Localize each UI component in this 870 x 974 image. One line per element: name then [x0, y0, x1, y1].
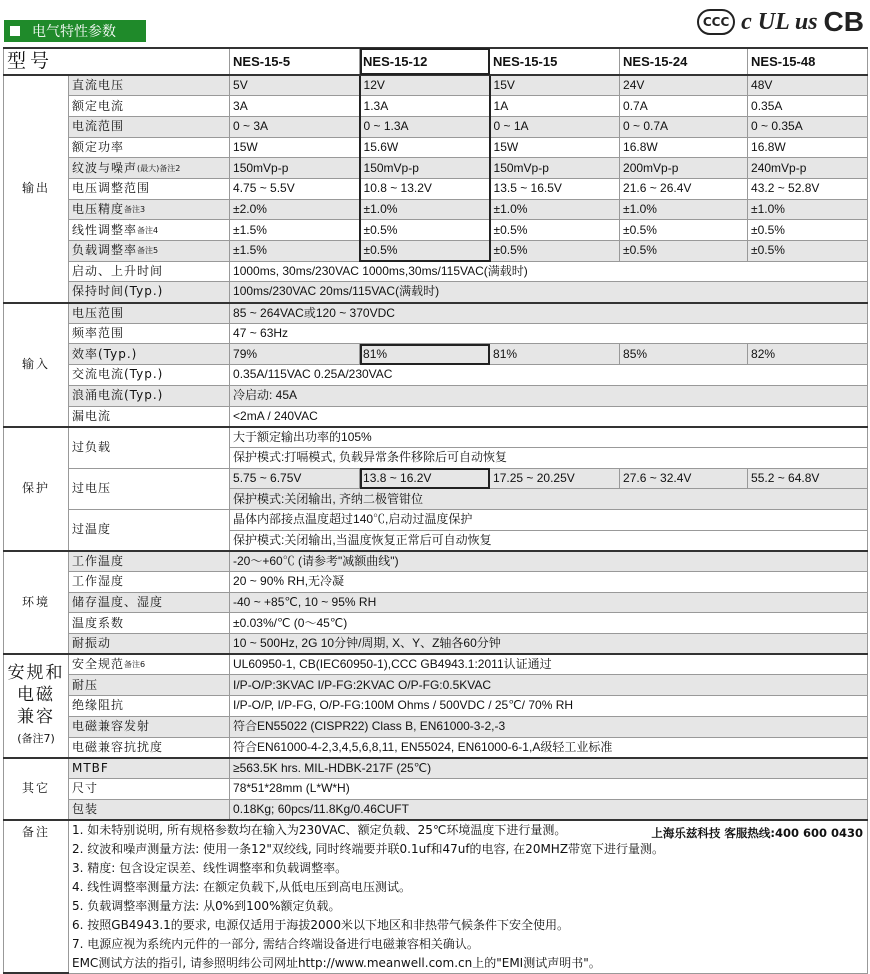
spec-row — [4, 137, 868, 158]
param-label — [69, 158, 230, 179]
spec-row — [4, 303, 868, 324]
spec-row — [4, 96, 868, 117]
spec-value: 85% — [620, 344, 748, 365]
spec-value: 150mVp-p — [360, 158, 490, 179]
spec-value: 27.6 ~ 32.4V — [620, 468, 748, 489]
spec-value: ±0.5% — [360, 220, 490, 241]
spec-value: -20～+60℃ (请参考"减额曲线") — [230, 551, 868, 572]
spec-value: 符合EN55022 (CISPR22) Class B, EN61000-3-2,-3 — [230, 716, 868, 737]
spec-row — [4, 199, 868, 220]
spec-row — [4, 737, 868, 758]
spec-value: 0.35A/115VAC 0.25A/230VAC — [230, 365, 868, 386]
param-label-text: 耐振动 — [72, 636, 112, 651]
spec-value: <2mA / 240VAC — [230, 406, 868, 427]
model-name: NES-15-5 — [230, 48, 360, 75]
param-label-text: 保持时间(Typ.) — [72, 284, 164, 299]
model-label: 型号 — [4, 48, 230, 75]
category-protection: 保护 — [4, 427, 69, 551]
spec-value: 47 ~ 63Hz — [230, 323, 868, 344]
spec-value: 81% — [360, 344, 490, 365]
spec-value: 48V — [748, 75, 868, 96]
param-label-text: 尺寸 — [72, 781, 99, 796]
spec-value: 0.18Kg; 60pcs/11.8Kg/0.46CUFT — [230, 799, 868, 820]
note-line: 2. 纹波和噪声测量方法: 使用一条12"双绞线, 同时终端要并联0.1uf和47uf的电容, 在20MHZ带宽下进行量测。 — [72, 841, 665, 856]
spec-row — [4, 406, 868, 427]
notes-row — [4, 820, 868, 974]
category-other: 其它 — [4, 758, 69, 820]
param-label-text: 工作湿度 — [72, 574, 125, 589]
spec-value: ≥563.5K hrs. MIL-HDBK-217F (25℃) — [230, 758, 868, 779]
param-label-text: 效率(Typ.) — [72, 346, 138, 361]
param-label — [69, 778, 230, 799]
param-label-text: 储存温度、湿度 — [72, 595, 164, 610]
spec-row — [4, 572, 868, 593]
spec-value: 43.2 ~ 52.8V — [748, 178, 868, 199]
param-note: 备注4 — [137, 225, 159, 235]
param-label: 过负载 — [69, 427, 230, 468]
param-label-text: 纹波与噪声 — [72, 160, 138, 175]
spec-value: 240mVp-p — [748, 158, 868, 179]
param-label — [69, 282, 230, 303]
spec-value: ±0.5% — [360, 241, 490, 262]
spec-row — [4, 799, 868, 820]
param-label-text: 线性调整率 — [72, 222, 138, 237]
spec-row — [4, 344, 868, 365]
param-note: 备注3 — [124, 204, 146, 214]
spec-value: ±0.5% — [620, 241, 748, 262]
param-label — [69, 696, 230, 717]
category-input: 输入 — [4, 303, 69, 427]
param-label-text: 电压精度 — [72, 201, 125, 216]
spec-value: 0 ~ 3A — [230, 116, 360, 137]
param-label — [69, 199, 230, 220]
spec-row — [4, 758, 868, 779]
spec-value: 100ms/230VAC 20ms/115VAC(满载时) — [230, 282, 868, 303]
spec-value: 81% — [490, 344, 620, 365]
param-label — [69, 220, 230, 241]
param-label — [69, 137, 230, 158]
spec-value: 20 ~ 90% RH,无冷凝 — [230, 572, 868, 593]
spec-value: 85 ~ 264VAC或120 ~ 370VDC — [230, 303, 868, 324]
spec-value: 冷启动: 45A — [230, 385, 868, 406]
spec-value: 200mVp-p — [620, 158, 748, 179]
param-label-text: 安全规范 — [72, 657, 125, 672]
model-name: NES-15-24 — [620, 48, 748, 75]
spec-value: ±1.0% — [620, 199, 748, 220]
category-safety-note: (备注7) — [17, 731, 55, 745]
spec-row — [4, 385, 868, 406]
spec-value: 16.8W — [748, 137, 868, 158]
param-label-text: 绝缘阻抗 — [72, 698, 125, 713]
spec-value: 10.8 ~ 13.2V — [360, 178, 490, 199]
param-label-text: 交流电流(Typ.) — [72, 367, 164, 382]
param-label-text: 电磁兼容抗扰度 — [72, 739, 164, 754]
param-label — [69, 737, 230, 758]
notes-content — [69, 820, 868, 974]
spec-value: 大于额定输出功率的105% — [230, 427, 868, 448]
param-label — [69, 592, 230, 613]
spec-value: 保护模式:关闭输出,当温度恢复正常后可自动恢复 — [230, 530, 868, 551]
spec-row — [4, 282, 868, 303]
category-safety-line: 安规和 — [7, 662, 65, 683]
param-label — [69, 75, 230, 96]
spec-row — [4, 75, 868, 96]
param-label-text: 频率范围 — [72, 326, 125, 341]
param-label — [69, 613, 230, 634]
category-output: 输出 — [4, 75, 69, 303]
spec-value: 1000ms, 30ms/230VAC 1000ms,30ms/115VAC(满载时) — [230, 261, 868, 282]
spec-row — [4, 509, 868, 530]
note-line: 7. 电源应视为系统内元件的一部分, 需结合终端设备进行电磁兼容相关确认。 — [72, 936, 479, 951]
param-label: 过温度 — [69, 509, 230, 550]
param-label — [69, 344, 230, 365]
spec-value: 150mVp-p — [230, 158, 360, 179]
param-label-text: 负载调整率 — [72, 243, 138, 258]
spec-value: I/P-O/P:3KVAC I/P-FG:2KVAC O/P-FG:0.5KVAC — [230, 675, 868, 696]
param-label-text: 启动、上升时间 — [72, 264, 164, 279]
param-label-text: 直流电压 — [72, 78, 125, 93]
param-label — [69, 178, 230, 199]
category-safety-line: 电磁 — [17, 684, 55, 705]
param-label — [69, 365, 230, 386]
param-label — [69, 96, 230, 117]
certification-logos — [697, 6, 864, 38]
model-name: NES-15-15 — [490, 48, 620, 75]
spec-value: 78*51*28mm (L*W*H) — [230, 778, 868, 799]
spec-value: ±1.0% — [490, 199, 620, 220]
spec-value: 1.3A — [360, 96, 490, 117]
spec-value: ±0.5% — [490, 220, 620, 241]
param-label — [69, 303, 230, 324]
section-title-bar — [4, 20, 146, 42]
section-title: 电气特性参数 — [32, 24, 116, 40]
note-line: EMC测试方法的指引, 请参照明纬公司网址http://www.meanwell.com.cn上的"EMI测试声明书"。 — [72, 955, 601, 970]
note-line: 5. 负载调整率测量方法: 从0%到100%额定负载。 — [72, 898, 341, 913]
spec-value: UL60950-1, CB(IEC60950-1),CCC GB4943.1:2011认证通过 — [230, 654, 868, 675]
param-label — [69, 758, 230, 779]
param-label-text: 电磁兼容发射 — [72, 719, 151, 734]
spec-value: 12V — [360, 75, 490, 96]
param-label — [69, 406, 230, 427]
note-line: 4. 线性调整率测量方法: 在额定负载下,从低电压到高电压测试。 — [72, 879, 411, 894]
spec-row — [4, 675, 868, 696]
spec-row — [4, 778, 868, 799]
spec-value: 0 ~ 1.3A — [360, 116, 490, 137]
param-label — [69, 634, 230, 655]
model-name: NES-15-12 — [360, 48, 490, 75]
param-label — [69, 572, 230, 593]
spec-value: ±0.5% — [748, 220, 868, 241]
param-label-text: 包装 — [72, 801, 99, 816]
spec-value: ±0.5% — [748, 241, 868, 262]
spec-value: 15W — [490, 137, 620, 158]
param-label — [69, 654, 230, 675]
param-label-text: 额定功率 — [72, 139, 125, 154]
param-label — [69, 551, 230, 572]
spec-row — [4, 468, 868, 489]
param-label-text: 电压调整范围 — [72, 181, 151, 196]
square-icon — [10, 26, 20, 36]
spec-value: 13.8 ~ 16.2V — [360, 468, 490, 489]
spec-value: 10 ~ 500Hz, 2G 10分钟/周期, X、Y、Z轴各60分钟 — [230, 634, 868, 655]
spec-table — [3, 47, 868, 974]
model-row — [4, 48, 868, 75]
category-safety-emc — [4, 654, 69, 757]
note-line: 3. 精度: 包含设定误差、线性调整率和负载调整率。 — [72, 860, 348, 875]
spec-value: 3A — [230, 96, 360, 117]
spec-value: 1A — [490, 96, 620, 117]
spec-value: ±0.03%/℃ (0～45℃) — [230, 613, 868, 634]
spec-row — [4, 634, 868, 655]
category-notes: 备注 — [4, 820, 69, 974]
param-label — [69, 323, 230, 344]
spec-value: 15.6W — [360, 137, 490, 158]
spec-value: 0.7A — [620, 96, 748, 117]
spec-value: 79% — [230, 344, 360, 365]
param-label — [69, 799, 230, 820]
spec-value: 82% — [748, 344, 868, 365]
spec-value: 0 ~ 1A — [490, 116, 620, 137]
ul-logo-icon: c UL us — [741, 8, 818, 35]
spec-value: ±1.0% — [748, 199, 868, 220]
spec-value: 保护模式:关闭输出, 齐纳二极管钳位 — [230, 489, 868, 510]
spec-value: 15W — [230, 137, 360, 158]
note-line: 1. 如未特别说明, 所有规格参数均在输入为230VAC、额定负载、25℃环境温度下进行量测。 — [72, 822, 567, 837]
category-safety-line: 兼容 — [17, 706, 55, 727]
spec-value: 5.75 ~ 6.75V — [230, 468, 360, 489]
spec-row — [4, 365, 868, 386]
spec-row — [4, 696, 868, 717]
spec-value: -40 ~ +85℃, 10 ~ 95% RH — [230, 592, 868, 613]
param-label-text: 工作温度 — [72, 553, 125, 568]
spec-value: 17.25 ~ 20.25V — [490, 468, 620, 489]
cb-logo-icon: CB — [823, 6, 864, 37]
param-label-text: 漏电流 — [72, 408, 112, 423]
spec-row — [4, 716, 868, 737]
spec-value: ±1.5% — [230, 220, 360, 241]
spec-value: 55.2 ~ 64.8V — [748, 468, 868, 489]
param-note: 备注6 — [124, 660, 146, 670]
spec-value: 150mVp-p — [490, 158, 620, 179]
param-label-text: 耐压 — [72, 677, 99, 692]
spec-row — [4, 178, 868, 199]
param-label — [69, 261, 230, 282]
spec-row — [4, 613, 868, 634]
spec-row — [4, 116, 868, 137]
spec-row — [4, 241, 868, 262]
spec-row — [4, 261, 868, 282]
spec-row — [4, 427, 868, 448]
spec-value: 15V — [490, 75, 620, 96]
spec-value: 21.6 ~ 26.4V — [620, 178, 748, 199]
spec-row — [4, 551, 868, 572]
param-label — [69, 385, 230, 406]
param-label — [69, 116, 230, 137]
param-note: (最大)备注2 — [137, 163, 181, 173]
spec-value: 0 ~ 0.35A — [748, 116, 868, 137]
spec-value: 4.75 ~ 5.5V — [230, 178, 360, 199]
hotline-text: 上海乐兹科技 客服热线:400 600 0430 — [651, 825, 864, 840]
spec-value: ±1.0% — [360, 199, 490, 220]
spec-value: 晶体内部接点温度超过140℃,启动过温度保护 — [230, 509, 868, 530]
spec-row — [4, 654, 868, 675]
spec-value: 0 ~ 0.7A — [620, 116, 748, 137]
category-environment: 环境 — [4, 551, 69, 654]
ccc-logo-icon: CCC — [697, 9, 735, 35]
param-label-text: 浪涌电流(Typ.) — [72, 388, 164, 403]
spec-value: ±0.5% — [620, 220, 748, 241]
param-label: 过电压 — [69, 468, 230, 509]
spec-value: 16.8W — [620, 137, 748, 158]
param-label-text: 电流范围 — [72, 119, 125, 134]
spec-value: 0.35A — [748, 96, 868, 117]
spec-value: 保护模式:打嗝模式, 负载异常条件移除后可自动恢复 — [230, 447, 868, 468]
spec-value: 符合EN61000-4-2,3,4,5,6,8,11, EN55024, EN61000-6-1,A级轻工业标准 — [230, 737, 868, 758]
param-label — [69, 241, 230, 262]
spec-value: I/P-O/P, I/P-FG, O/P-FG:100M Ohms / 500VDC / 25℃/ 70% RH — [230, 696, 868, 717]
param-label-text: MTBF — [72, 760, 109, 775]
param-label-text: 额定电流 — [72, 98, 125, 113]
spec-value: 5V — [230, 75, 360, 96]
param-label-text: 温度系数 — [72, 615, 125, 630]
spec-value: ±1.5% — [230, 241, 360, 262]
param-label-text: 电压范围 — [72, 305, 125, 320]
param-label — [69, 716, 230, 737]
param-label — [69, 675, 230, 696]
spec-row — [4, 323, 868, 344]
spec-row — [4, 220, 868, 241]
model-name: NES-15-48 — [748, 48, 868, 75]
spec-value: 24V — [620, 75, 748, 96]
spec-value: ±2.0% — [230, 199, 360, 220]
spec-value: ±0.5% — [490, 241, 620, 262]
spec-row — [4, 158, 868, 179]
param-note: 备注5 — [137, 246, 159, 256]
spec-row — [4, 592, 868, 613]
note-line: 6. 按照GB4943.1的要求, 电源仅适用于海拔2000米以下地区和非热带气候条件下安全使用。 — [72, 917, 569, 932]
spec-value: 13.5 ~ 16.5V — [490, 178, 620, 199]
